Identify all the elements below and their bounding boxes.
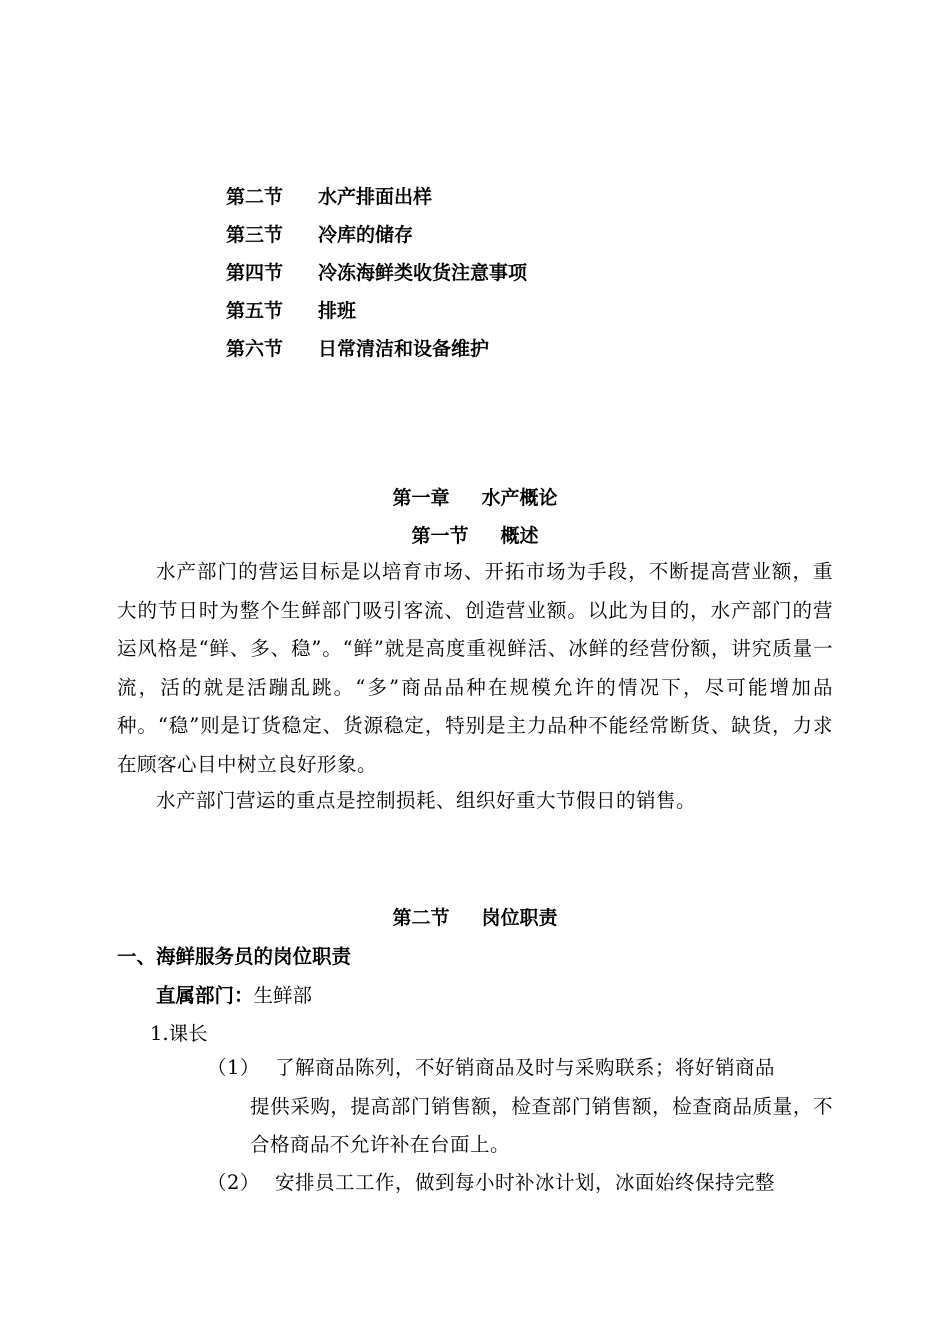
section-number: 第一节	[411, 525, 469, 547]
toc-entry-number: 第二节	[226, 185, 284, 208]
table-of-contents	[226, 176, 527, 366]
toc-entry-number: 第三节	[226, 223, 284, 246]
section-heading	[0, 903, 950, 930]
toc-entry-title: 排班	[318, 299, 357, 322]
chapter-number: 第一章	[392, 487, 450, 509]
list-item-first-line: 安排员工工作，做到每小时补冰计划，冰面始终保持完整	[275, 1171, 776, 1194]
list-item-number: （2）	[207, 1171, 260, 1194]
list-item-continuation: 提供采购，提高部门销售额，检查部门销售额，检查商品质量，不合格商品不允许补在台面上。	[250, 1094, 833, 1156]
list-item	[207, 1164, 833, 1203]
toc-entry-title: 水产排面出样	[318, 185, 433, 208]
toc-entry	[226, 176, 527, 214]
overview-paragraph: 水产部门的营运目标是以培育市场、开拓市场为手段，不断提高营业额，重大的节日时为整个生鲜部门吸引客流、创造营业额。以此为目的，水产部门的营运风格是“鲜、多、稳”。“鲜”就是高度重视鲜活、冰鲜的经营份额，讲究质量一流，活的就是活蹦乱跳。“多”商品品种在规模允许的情况下，尽可能增加品种。“稳”则是订货稳定、货源稳定，特别是主力品种不能经常断货、缺货，力求在顾客心目中树立良好形象。	[117, 560, 833, 776]
department-value: 生鲜部	[253, 984, 313, 1007]
toc-entry	[226, 290, 527, 328]
chapter-heading	[0, 483, 950, 510]
toc-entry-title: 冷冻海鲜类收货注意事项	[318, 261, 528, 284]
chapter-title: 水产概论	[481, 487, 558, 509]
list-item-number: （1）	[207, 1056, 260, 1079]
toc-entry-title: 日常清洁和设备维护	[318, 337, 490, 360]
toc-entry-title: 冷库的储存	[318, 223, 414, 246]
department-line	[156, 980, 312, 1008]
department-label: 直属部门：	[156, 984, 254, 1007]
focus-paragraph: 水产部门营运的重点是控制损耗、组织好重大节假日的销售。	[156, 789, 697, 812]
toc-entry	[226, 328, 527, 366]
subsection-heading: 一、海鲜服务员的岗位职责	[117, 945, 352, 968]
section-number: 第二节	[392, 907, 450, 929]
toc-entry-number: 第五节	[226, 299, 284, 322]
toc-entry-number: 第四节	[226, 261, 284, 284]
toc-entry	[226, 252, 527, 290]
toc-entry	[226, 214, 527, 252]
section-title: 岗位职责	[481, 907, 558, 929]
numbered-item: 1.课长	[150, 1022, 208, 1045]
section-title: 概述	[500, 525, 539, 547]
list-item-first-line: 了解商品陈列，不好销商品及时与采购联系；将好销商品	[275, 1056, 776, 1079]
toc-entry-number: 第六节	[226, 337, 284, 360]
list-item	[207, 1049, 833, 1165]
